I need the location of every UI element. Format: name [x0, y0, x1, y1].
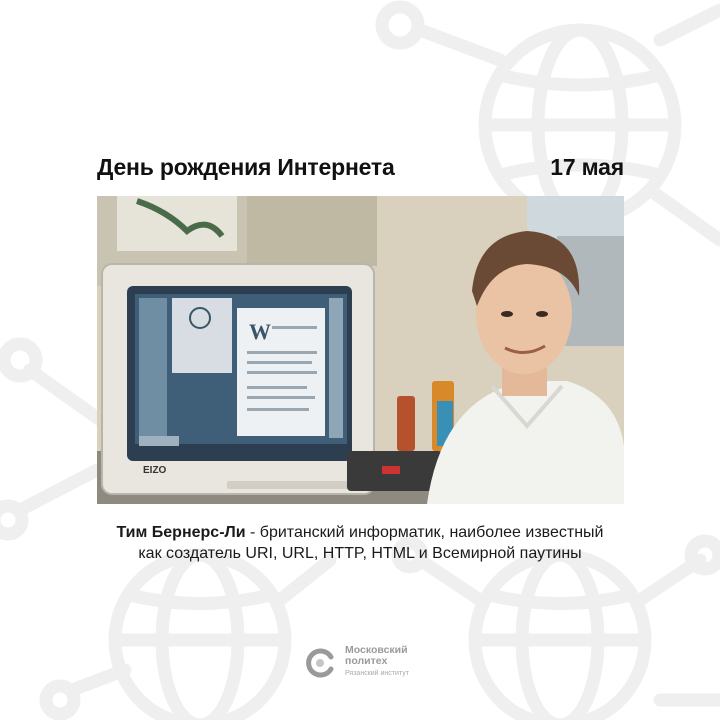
caption-line-2: как создатель URI, URL, HTTP, HTML и Всемирной паутины — [138, 545, 582, 562]
logo-line-3: Рязанский институт — [345, 670, 409, 677]
logo-line-1: Московский — [345, 644, 408, 656]
crt-monitor — [102, 264, 374, 494]
globe-icon — [475, 555, 645, 720]
caption-description: - британский информатик, наиболее известный — [245, 524, 604, 541]
globe-icon — [115, 555, 285, 720]
page-title: День рождения Интернета — [97, 153, 395, 180]
svg-text:W: W — [249, 319, 271, 344]
caption-line-1 — [60, 522, 660, 543]
polytech-logo-icon — [303, 645, 337, 679]
logo — [303, 641, 433, 683]
logo-line-2: политех — [345, 655, 388, 667]
photo-tim-berners-lee — [97, 196, 624, 504]
caption — [60, 522, 660, 564]
header — [97, 150, 624, 184]
date-label: 17 мая — [550, 153, 624, 180]
person-name: Тим Бернерс-Ли — [116, 524, 246, 541]
monitor-brand: EIZO — [143, 465, 167, 476]
